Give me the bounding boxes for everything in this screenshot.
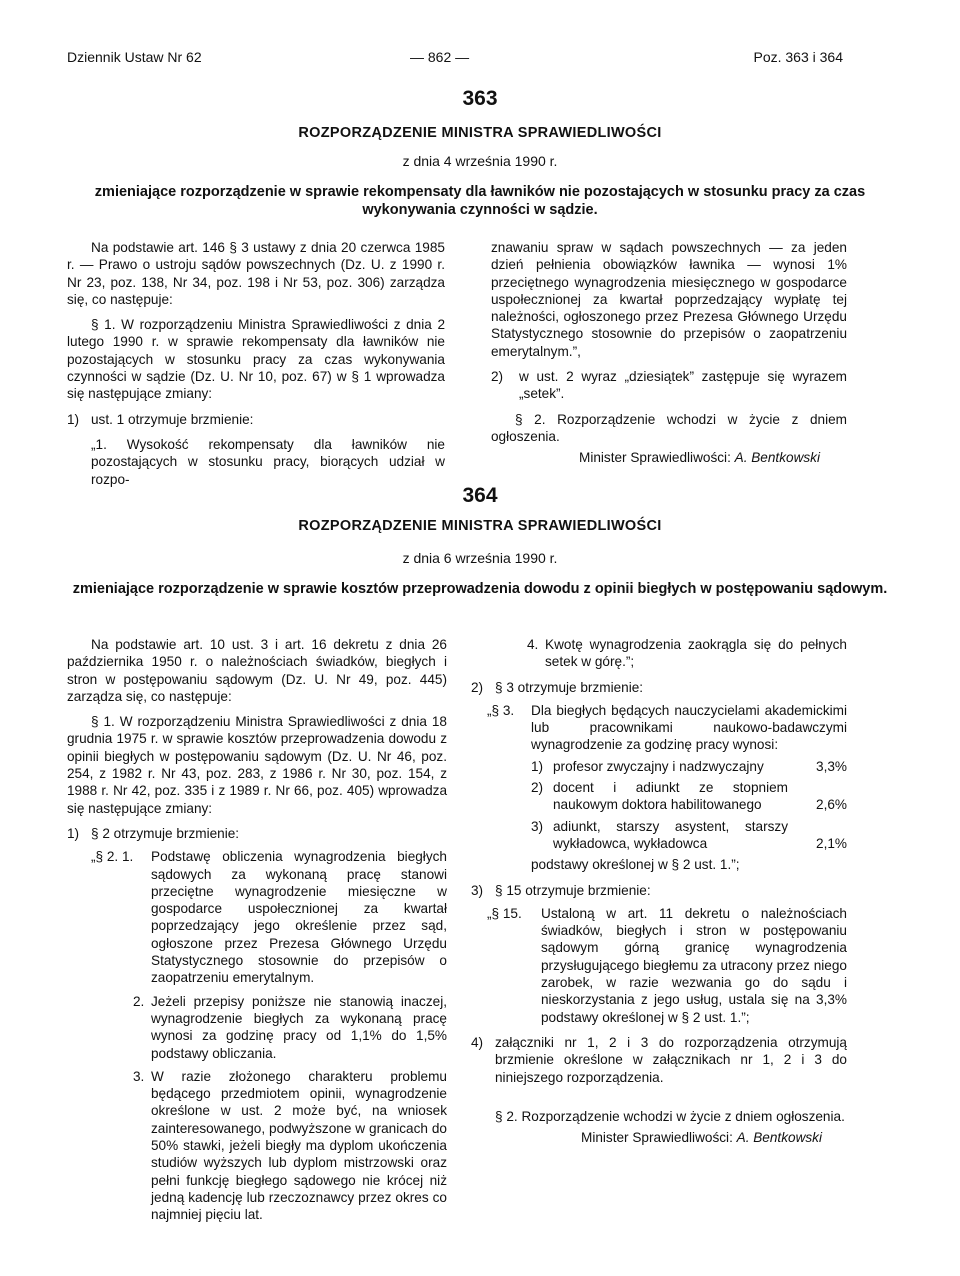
item-label: 2) [491, 369, 504, 385]
rate-row [553, 818, 847, 853]
rate-row [553, 758, 847, 775]
rate-item-2 [531, 779, 847, 814]
item-text: § 3 otrzymuje brzmienie: [495, 679, 644, 695]
legal-basis: Na podstawie art. 10 ust. 3 i art. 16 dekretu z dnia 26 października 1950 r. o należnościach świadków, biegłych i stron w postępowaniu sądowym (Dz. U. Nr 49, poz. 445) zarządza się, co następuje: [67, 637, 447, 704]
regulation-date-363: z dnia 4 września 1990 r. [402, 153, 558, 169]
section-2-2 [67, 993, 447, 1062]
paragraph-1: § 1. W rozporządzeniu Ministra Sprawiedliwości z dnia 2 lutego 1990 r. w sprawie rekompensaty dla ławników nie pozostających w stosunku pracy za czas wykonywania czynności w sądzie (Dz. U. Nr 10, poz. 67) w § 1 wprowadza się następujące zmiany: [67, 317, 445, 402]
regulation-title-363: ROZPORZĄDZENIE MINISTRA SPRAWIEDLIWOŚCI [298, 125, 662, 141]
section-text: Jeżeli przepisy poniższe nie stanowią inaczej, wynagrodzenie biegłych za wykonaną pracę wynosi za godzinę pracy od 1,1% do 1,5% podstawy obliczania. [151, 993, 447, 1061]
reg364-left-column [67, 636, 447, 1224]
section-2-1 [67, 848, 447, 986]
amendment-item-4 [471, 1034, 847, 1086]
signature-364 [581, 1130, 822, 1145]
reg363-right-column [491, 239, 847, 445]
item-text: § 2 otrzymuje brzmienie: [91, 825, 240, 841]
rate-value: 3,3% [816, 758, 847, 774]
signature-363 [579, 450, 820, 465]
rate-value: 2,6% [816, 797, 847, 813]
rate-text: profesor zwyczajny i nadzwyczajny [553, 758, 764, 774]
rate-value: 2,1% [816, 835, 847, 851]
section-label: 4. [527, 637, 539, 652]
reg363-left-column [67, 239, 445, 488]
section-label: 2. [133, 993, 145, 1009]
section-text: Kwotę wynagrodzenia zaokrągla się do pełnych setek w górę.”; [545, 637, 847, 670]
section-label: 3. [133, 1068, 145, 1084]
paragraph-1: § 1. W rozporządzeniu Ministra Sprawiedliwości z dnia 18 grudnia 1975 r. w sprawie kosztów przeprowadzenia dowodu z opinii biegłych w postępowaniu sądowym (Dz. U. Nr 46, poz. 254, z 1982 r. Nr 43, poz. 283, z 1986 r. Nr 30, poz. 154, z 1988 r. Nr 42, poz. 335 i z 1989 r. Nr 66, poz. 405) wprowadza się następujące zmiany: [67, 714, 447, 816]
item-label: 3) [471, 882, 484, 898]
item-text: ust. 1 otrzymuje brzmienie: [91, 411, 254, 427]
section-15 [471, 905, 847, 1026]
section-text: Podstawę obliczenia wynagrodzenia biegłych sądowych za wykonaną pracę stanowi przeciętne wynagrodzenie miesięczne w gospodarce uspołecznionej za kwartał poprzedzający jego określenie przez sąd, ogłoszone przez Prezesa Głównego Urzędu Statystycznego stosownie do przepisów o zaopatrzeniu emerytalnym. [151, 849, 447, 986]
section-text: Dla biegłych będących nauczycielami akademickimi lub pracownikami naukowo-badawczymi wynagrodzenie za godzinę pracy wynosi: [531, 702, 847, 753]
regulation-number-364: 364 [462, 484, 498, 507]
rates-tail: podstawy określonej w § 2 ust. 1.”; [531, 857, 740, 873]
rates-list [471, 758, 847, 874]
rate-row [553, 779, 847, 814]
rate-item-1 [531, 758, 847, 775]
rate-label: 3) [531, 818, 544, 834]
rate-text: adiunkt, starszy asystent, starszy wykładowca, wykładowca [553, 818, 788, 851]
legal-basis: Na podstawie art. 146 § 3 ustawy z dnia 20 czerwca 1985 r. — Prawo o ustroju sądów powszechnych (Dz. U. z 1990 r. Nr 23, poz. 138, Nr 34, poz. 198 i Nr 53, poz. 306) zarządza się, co następuje: [67, 240, 445, 307]
regulation-title-364: ROZPORZĄDZENIE MINISTRA SPRAWIEDLIWOŚCI [298, 518, 662, 534]
page-number: — 862 — [410, 49, 470, 65]
signature-prefix: Minister Sprawiedliwości: [581, 1130, 733, 1145]
amendment-item-1 [67, 825, 447, 842]
section-label: „§ 15. [487, 905, 522, 921]
item-label: 4) [471, 1034, 484, 1050]
rate-item-3 [531, 818, 847, 853]
section-label: „§ 2. 1. [91, 849, 134, 865]
item-text: § 15 otrzymuje brzmienie: [495, 882, 651, 898]
position-numbers: Poz. 363 i 364 [753, 49, 843, 65]
section-label: „§ 3. [487, 702, 515, 718]
section-3 [471, 702, 847, 754]
rate-label: 2) [531, 780, 544, 796]
amendment-item-1 [67, 411, 445, 428]
paragraph-2: § 2. Rozporządzenie wchodzi w życie z dniem ogłoszenia. [495, 1108, 845, 1124]
section-text: W razie złożonego charakteru problemu będącego przedmiotem opinii, wynagrodzenie określone w ust. 2 może być, na wniosek zainteresowanego, podwyższone w granicach do 50% stawki, jeżeli biegły ma dyplom ukończenia studiów wyższych lub dyplom mistrzowski oraz pełni funkcję biegłego sądowego nie krócej niż jedną kadencję lub rzeczoznawcy przez okres co najmniej pięciu lat. [151, 1068, 447, 1223]
section-2-3 [67, 1068, 447, 1224]
item-label: 2) [471, 679, 484, 695]
signature-prefix: Minister Sprawiedliwości: [579, 450, 731, 465]
section-text: Ustaloną w art. 11 dekretu o należnościach świadków, biegłych i stron w postępowaniu sądowym górną granicę wynagrodzenia przysługującego biegłemu za utracony przez niego zarobek, w razie wezwania go do sądu i nieskorzystania z jego usług, ustala się na 3,3% podstawy określonej w § 2 ust. 1.”; [541, 905, 847, 1025]
rate-label: 1) [531, 758, 544, 774]
item-label: 1) [67, 825, 80, 841]
item-text: załączniki nr 1, 2 i 3 do rozporządzenia otrzymują brzmienie określone w załącznikach nr 1, 2 i 3 do niniejszego rozporządzenia. [495, 1034, 847, 1085]
paragraph-2: § 2. Rozporządzenie wchodzi w życie z dniem ogłoszenia. [491, 411, 847, 444]
reg364-right-column [471, 636, 847, 1125]
amendment-item-3 [471, 882, 847, 899]
quoted-text-continued: znawaniu spraw w sądach powszechnych — za jeden dzień pełnienia obowiązków ławnika — wynosi 1% przeciętnego wynagrodzenia miesięcznego w gospodarce uspołecznionej za kwartał poprzedzający wypłatę tej należności, ogłoszonego przez Prezesa Głównego Urzędu Statystycznego stosownie do przepisów o zaopatrzeniu emerytalnym.”, [491, 240, 847, 359]
signature-name: A. Bentkowski [734, 450, 820, 465]
item-label: 1) [67, 411, 80, 427]
item-text: w ust. 2 wyraz „dziesiątek” zastępuje się wyrazem „setek”. [519, 369, 847, 402]
regulation-subject-363: zmieniające rozporządzenie w sprawie rekompensaty dla ławników nie pozostających w stosunku pracy za czas wykonywania czynności w sądzie. [94, 184, 866, 218]
regulation-date-364: z dnia 6 września 1990 r. [402, 550, 558, 566]
amendment-item-2 [471, 679, 847, 696]
regulation-subject-364: zmieniające rozporządzenie w sprawie kosztów przeprowadzenia dowodu z opinii biegłych w postępowaniu sądowym. [72, 581, 888, 597]
section-2-4 [471, 636, 847, 671]
amendment-item-2 [491, 368, 847, 403]
rate-text: docent i adiunkt ze stopniem naukowym doktora habilitowanego [553, 780, 788, 813]
regulation-number-363: 363 [462, 87, 498, 110]
quoted-text: „1. Wysokość rekompensaty dla ławników nie pozostających w stosunku pracy, biorących udział w rozpo- [91, 436, 445, 487]
signature-name: A. Bentkowski [736, 1130, 822, 1145]
journal-title: Dziennik Ustaw Nr 62 [67, 49, 202, 65]
